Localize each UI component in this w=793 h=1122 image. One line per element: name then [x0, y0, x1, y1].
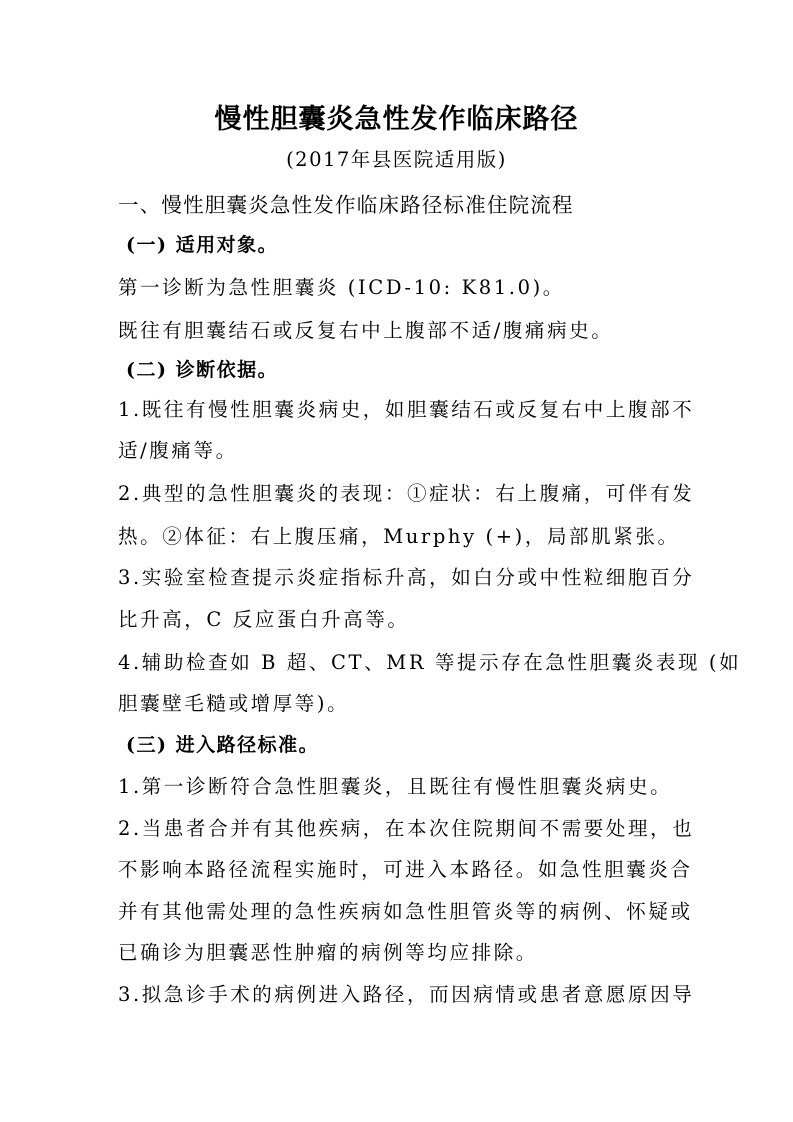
paragraph-line: 不影响本路径流程实施时，可进入本路径。如急性胆囊炎合: [118, 858, 693, 881]
paragraph-line: 适/腹痛等。: [118, 439, 238, 462]
paragraph-line: 1.第一诊断符合急性胆囊炎，且既往有慢性胆囊炎病史。: [118, 775, 673, 798]
paragraph-line: 既往有胆囊结石或反复右中上腹部不适/腹痛病史。: [118, 319, 614, 342]
document-title: 慢性胆囊炎急性发作临床路径: [214, 104, 579, 135]
paragraph-line: 3.拟急诊手术的病例进入路径，而因病情或患者意愿原因导: [118, 983, 695, 1006]
paragraph-line: 3.实验室检查提示炎症指标升高，如白分或中性粒细胞百分: [118, 566, 695, 589]
paragraph-line: 1.既往有慢性胆囊炎病史，如胆囊结石或反复右中上腹部不: [118, 398, 695, 421]
paragraph-line: 胆囊壁毛糙或增厚等)。: [118, 692, 350, 715]
document-subtitle: (2017年县医院适用版): [286, 148, 507, 171]
paragraph-line: 热。②体征：右上腹压痛，Murphy (+)，局部肌紧张。: [118, 525, 680, 548]
paragraph-line: 2.当患者合并有其他疾病，在本次住院期间不需要处理，也: [118, 817, 695, 840]
subsection-heading-diagnostic-basis: (二) 诊断依据。: [126, 359, 279, 381]
paragraph-line: 4.辅助检查如 B 超、CT、MR 等提示存在急性胆囊炎表现 (如: [118, 651, 742, 674]
paragraph-line: 第一诊断为急性胆囊炎 (ICD-10: K81.0)。: [118, 276, 565, 299]
subsection-heading-applicable-subjects: (一) 适用对象。: [126, 234, 279, 256]
paragraph-line: 已确诊为胆囊恶性肿瘤的病例等均应排除。: [118, 941, 538, 964]
subsection-heading-pathway-entry-criteria: (三) 进入路径标准。: [126, 734, 320, 756]
paragraph-line: 比升高，C 反应蛋白升高等。: [118, 608, 410, 631]
paragraph-line: 2.典型的急性胆囊炎的表现：①症状：右上腹痛，可伴有发: [118, 482, 695, 505]
paragraph-line: 并有其他需处理的急性疾病如急性胆管炎等的病例、怀疑或: [118, 900, 693, 923]
section-heading-1: 一、慢性胆囊炎急性发作临床路径标准住院流程: [118, 193, 574, 217]
